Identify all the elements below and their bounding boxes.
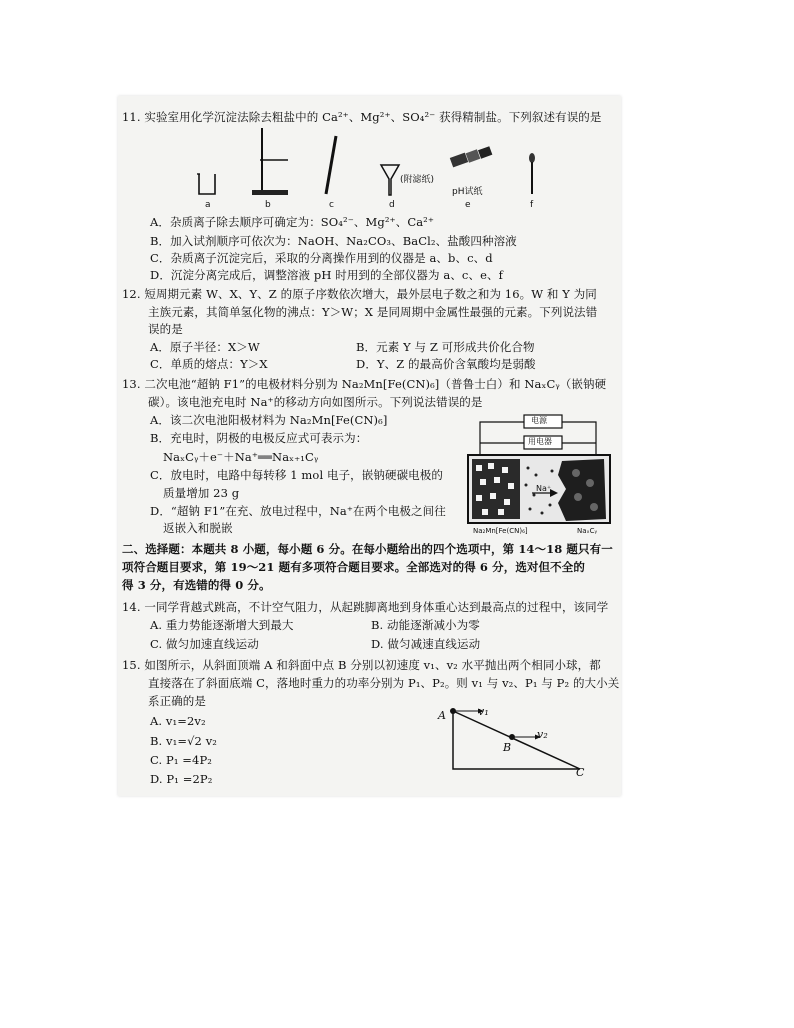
q11-option-b: B．加入试剂顺序可依次为：NaOH、Na₂CO₃、BaCl₂、盐酸四种溶液	[150, 234, 517, 248]
q14-option-b: B. 动能逐渐减小为零	[371, 618, 480, 632]
q13-option-c-cont: 质量增加 23 g	[163, 486, 240, 500]
q14-option-c: C. 做匀加速直线运动	[150, 637, 259, 651]
section-2-line-2: 项符合题目要求，第 19～21 题有多项符合题目要求。全部选对的得 6 分，选对但不全的	[122, 560, 585, 574]
q11-option-a: A．杂质离子除去顺序可确定为：SO₄²⁻、Mg²⁺、Ca²⁺	[150, 215, 435, 229]
q12-stem-line-2: 主族元素，其简单氢化物的沸点：Y＞W；X 是同周期中金属性最强的元素。下列说法错	[148, 305, 598, 319]
q12-option-b: B．元素 Y 与 Z 可形成共价化合物	[356, 340, 535, 354]
q13-option-d-cont: 返嵌入和脱嵌	[163, 521, 233, 535]
right-electrode-label: NaₓCᵧ	[577, 527, 598, 535]
q15-stem-line-3: 系正确的是	[148, 694, 206, 708]
apparatus-label-d: d	[389, 200, 395, 210]
appliance-label: 用电器	[528, 437, 552, 446]
sodium-ion-label: Na⁺	[536, 484, 552, 493]
apparatus-label-a: a	[205, 200, 211, 210]
apparatus-label-b: b	[265, 200, 271, 210]
q13-option-a: A．该二次电池阳极材料为 Na₂Mn[Fe(CN)₆]	[150, 413, 388, 427]
q13-option-b-equation: NaₓCᵧ＋e⁻＋Na⁺══Naₓ₊₁Cᵧ	[163, 450, 319, 464]
q11-option-c: C．杂质离子沉淀完后，采取的分离操作用到的仪器是 a、b、c、d	[150, 251, 493, 265]
q14-option-a: A. 重力势能逐渐增大到最大	[150, 618, 294, 632]
funnel-note: (附滤纸)	[400, 175, 435, 185]
q11-stem: 11. 实验室用化学沉淀法除去粗盐中的 Ca²⁺、Mg²⁺、SO₄²⁻ 获得精制盐。下列叙述有误的是	[122, 110, 602, 124]
point-a-label: A	[438, 709, 447, 722]
q15-option-b: B. v₁=√2 v₂	[150, 734, 218, 748]
q13-stem-line-2: 碳）。该电池充电时 Na⁺的移动方向如图所示。下列说法错误的是	[148, 395, 483, 409]
point-c-label: C	[576, 766, 585, 779]
funnel-icon	[380, 163, 400, 197]
q13-option-b: B．充电时，阴极的电极反应式可表示为：	[150, 431, 368, 445]
q13-option-d: D．“超钠 F1”在充、放电过程中，Na⁺在两个电极之间往	[150, 504, 446, 518]
q14-option-d: D. 做匀减速直线运动	[371, 637, 481, 651]
q13-stem-line-1: 13. 二次电池“超钠 F1”的电极材料分别为 Na₂Mn[Fe(CN)₆]（普鲁士白）和 NaₓCᵧ（嵌钠硬	[122, 377, 607, 391]
q15-option-d: D. P₁ =2P₂	[150, 772, 213, 786]
q15-option-a: A. v₁=2v₂	[150, 714, 206, 728]
q12-option-c: C．单质的熔点：Y＞X	[150, 357, 268, 371]
ph-paper-note: pH试纸	[452, 187, 483, 197]
section-2-line-3: 得 3 分，有选错的得 0 分。	[122, 578, 271, 592]
ph-paper-icon	[449, 147, 493, 169]
apparatus-label-f: f	[530, 200, 534, 210]
battery-diagram	[466, 413, 612, 539]
left-electrode-label: Na₂Mn[Fe(CN)₆]	[473, 527, 528, 535]
power-source-label: 电源	[531, 416, 547, 425]
q12-option-d: D．Y、Z 的最高价含氧酸均是弱酸	[356, 357, 536, 371]
apparatus-label-e: e	[465, 200, 471, 210]
q14-stem: 14. 一同学背越式跳高，不计空气阻力，从起跳脚离地到身体重心达到最高点的过程中，该同学	[122, 600, 609, 614]
apparatus-label-c: c	[329, 200, 334, 210]
incline-diagram	[440, 705, 590, 775]
q15-stem-line-2: 直接落在了斜面底端 C，落地时重力的功率分别为 P₁、P₂。则 v₁ 与 v₂、P₁ 与 P₂ 的大小关	[148, 676, 620, 690]
velocity-v2-label: v₂	[537, 728, 548, 741]
velocity-v1-label: v₁	[478, 705, 489, 718]
q13-option-c: C．放电时，电路中每转移 1 mol 电子，嵌钠硬碳电极的	[150, 468, 443, 482]
q12-stem-line-1: 12. 短周期元素 W、X、Y、Z 的原子序数依次增大，最外层电子数之和为 16。W 和 Y 为同	[122, 287, 597, 301]
glass-rod-icon	[323, 134, 339, 196]
dropper-icon	[527, 152, 537, 196]
section-2-line-1: 二、选择题：本题共 8 小题，每小题 6 分。在每小题给出的四个选项中，第 14～18 题只有一	[122, 542, 613, 556]
beaker-icon	[196, 172, 218, 196]
q15-option-c: C. P₁ =4P₂	[150, 753, 213, 767]
iron-stand-icon	[248, 126, 292, 198]
q12-option-a: A．原子半径：X＞W	[150, 340, 260, 354]
q12-stem-line-3: 误的是	[148, 322, 183, 336]
q11-option-d: D．沉淀分离完成后，调整溶液 pH 时用到的全部仪器为 a、c、e、f	[150, 268, 503, 282]
point-b-label: B	[503, 741, 512, 754]
q15-stem-line-1: 15. 如图所示，从斜面顶端 A 和斜面中点 B 分别以初速度 v₁、v₂ 水平抛出两个相同小球，都	[122, 658, 601, 672]
